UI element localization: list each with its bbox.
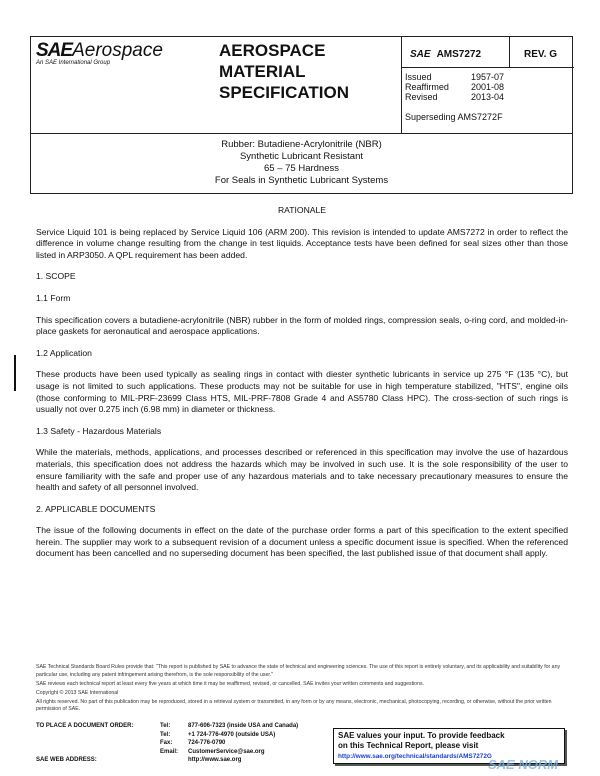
rationale-heading: RATIONALE [277, 205, 327, 215]
paragraph: These products have been used typically as sealing rings in contact with diester synthetic lubricants in service up 275 °F (135 °C), but usage is not limited to such applications. These products may not be suitable for use in high temperature stabilized, "HTS", engine oils (those conforming to MIL-PRF-23699 Class HTS, MIL-PRF-7808 Grade 4 and AS5780 Class HPC). The cross-section of such rings is usually not over 0.275 inch (6.98 mm) in diameter or thickness. [36, 369, 568, 415]
feedback-link[interactable]: http://www.sae.org/technical/standards/AMS7272G [338, 753, 492, 760]
section-heading: 2. APPLICABLE DOCUMENTS [36, 503, 156, 514]
web-label: SAE WEB ADDRESS: [36, 756, 97, 763]
paragraph: While the materials, methods, applications, and processes described or referenced in this specification may involve the use of hazardous materials, this specification does not address the hazards which may be involved in such use. It is the sole responsibility of the user to ensure familiarity with the safe and proper use of any hazardous materials and to take necessary precautionary measures to ensure the health and safety of all personnel involved. [36, 447, 568, 493]
contacts [160, 722, 298, 765]
header-box [30, 36, 573, 194]
date-value: 2013-04 [471, 92, 505, 102]
date-label: Reaffirmed [405, 82, 449, 92]
subject-line: 65 – 75 Hardness [264, 163, 339, 174]
legal-footer [36, 664, 566, 715]
section-heading: 1.1 Form [36, 292, 71, 303]
order-label: TO PLACE A DOCUMENT ORDER: [36, 723, 134, 729]
title-line: SPECIFICATION [219, 83, 350, 102]
contact-value: 877-606-7323 (inside USA and Canada) [188, 723, 299, 729]
paragraph: The issue of the following documents in effect on the date of the purchase order forms a part of this specification to the extent specified herein. The supplier may work to a subsequent revision of a document unless a specific document issue is specified. When the referenced document has been cancelled and no superseding document has been specified, the last published issue of that document shall apply. [36, 525, 568, 559]
contact-key [160, 756, 188, 765]
feedback-text: on this Technical Report, please visit [338, 741, 479, 750]
rationale-text: Service Liquid 101 is being replaced by Service Liquid 106 (ARM 200). This revision is intended to update AMS7272 in order to reflect the difference in volume change resulting from the change in test liquids. Acceptance tests have been defined for seal sizes other than those listed in ARP3050. A QPL requirement has been added. [36, 226, 568, 260]
doc-type-title [219, 40, 349, 103]
superseding: Superseding AMS7272F [405, 112, 503, 122]
doc-info [401, 37, 574, 133]
feedback-text: SAE values your input. To provide feedback [338, 731, 505, 740]
footer-text: SAE Technical Standards Board Rules provide that: "This report is published by SAE to advance the state of technical and engineering sciences. The use of this report is entirely voluntary, and its applicability and suitability for any particular use, including any patent infringement arising therefrom, is the sole responsibility of the user." [36, 664, 561, 678]
contact-key: Email: [160, 748, 179, 755]
logo-sae: SAE [36, 40, 73, 61]
sae-small-logo: SAE [410, 49, 431, 60]
footer-text: SAE reviews each technical report at least every five years at which time it may be reaffirmed, revised, or cancelled. SAE invites your written comments and suggestions. [36, 680, 424, 687]
dates [402, 68, 574, 102]
contact-key: Tel: [160, 731, 171, 738]
date-value: 2001-08 [471, 82, 505, 92]
web-link[interactable]: http://www.sae.org [188, 757, 242, 763]
date-label: Revised [405, 92, 438, 102]
sae-aerospace-logo [36, 40, 163, 66]
contact-value: 724-776-0790 [188, 740, 226, 746]
paragraph: This specification covers a butadiene-acrylonitrile (NBR) rubber in the form of molded rings, compression seals, o-ring cord, and molded-in-place gaskets for aeronautical and aerospace applications. [36, 314, 568, 337]
subject-line: Synthetic Lubricant Resistant [239, 151, 364, 162]
contact-key: Tel: [160, 723, 171, 729]
section-heading: 1.2 Application [36, 347, 92, 358]
title-line: MATERIAL [219, 62, 306, 81]
email-link[interactable]: CustomerService@sae.org [188, 748, 265, 755]
order-labels [36, 722, 133, 764]
subject [31, 139, 572, 187]
change-bar [14, 355, 16, 391]
section-heading: 1.3 Safety - Hazardous Materials [36, 425, 162, 436]
subject-line: For Seals in Synthetic Lubricant Systems [214, 175, 389, 186]
watermark-logo: SAE NORM [488, 757, 559, 772]
date-label: Issued [405, 72, 432, 82]
section-heading: 1. SCOPE [36, 271, 76, 282]
divider [31, 133, 572, 134]
contact-value: +1 724-776-4970 (outside USA) [188, 731, 276, 738]
copyright: Copyright © 2013 SAE International [36, 689, 119, 696]
doc-number: AMS7272 [436, 49, 482, 60]
title-line: AEROSPACE [219, 41, 326, 60]
logo-subtitle: An SAE International Group [36, 60, 111, 66]
footer-text: All rights reserved. No part of this publication may be reproduced, stored in a retrieval system or transmitted, in any form or by any means, electronic, mechanical, photocopying, recording, or otherwise, without the prior written permission of SAE. [36, 698, 552, 712]
body [36, 205, 568, 570]
revision: REV. G [524, 49, 557, 60]
contact-key: Fax: [160, 740, 173, 746]
date-value: 1957-07 [471, 72, 505, 82]
subject-line: Rubber: Butadiene-Acrylonitrile (NBR) [221, 139, 382, 150]
logo-aerospace: Aerospace [72, 40, 163, 61]
